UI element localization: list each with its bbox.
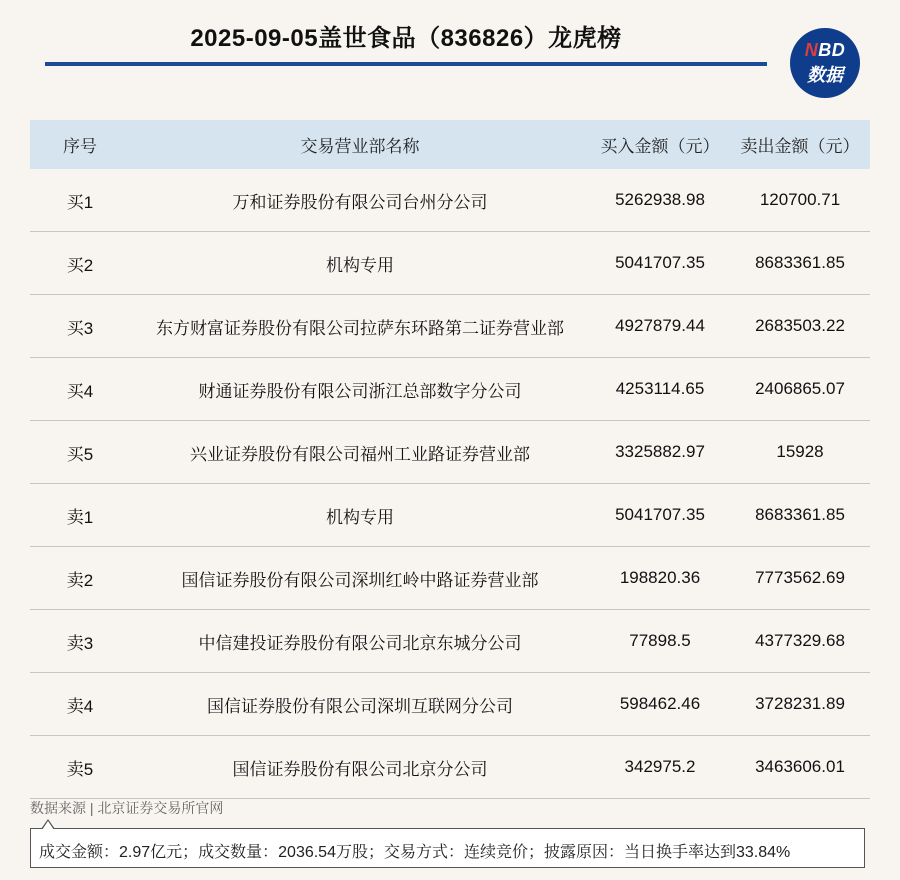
row-index: 买2 — [30, 232, 130, 295]
row-branch-name: 机构专用 — [130, 232, 590, 295]
summary-caret-fill — [42, 821, 54, 830]
row-branch-name: 东方财富证券股份有限公司拉萨东环路第二证券营业部 — [130, 295, 590, 358]
row-buy-amount: 3325882.97 — [590, 421, 730, 484]
table-row — [30, 610, 870, 673]
page-title: 2025-09-05盖世食品（836826）龙虎榜 — [190, 25, 622, 52]
row-buy-amount: 342975.2 — [590, 736, 730, 799]
row-sell-amount: 8683361.85 — [730, 232, 870, 295]
header-branch-name: 交易营业部名称 — [130, 120, 590, 169]
table-row — [30, 232, 870, 295]
logo-line1 — [790, 40, 860, 61]
row-buy-amount: 5041707.35 — [590, 232, 730, 295]
row-sell-amount: 15928 — [730, 421, 870, 484]
title-underline — [45, 62, 767, 66]
row-sell-amount: 3728231.89 — [730, 673, 870, 736]
row-sell-amount: 3463606.01 — [730, 736, 870, 799]
row-buy-amount: 598462.46 — [590, 673, 730, 736]
table-row — [30, 547, 870, 610]
row-sell-amount: 4377329.68 — [730, 610, 870, 673]
row-sell-amount: 2406865.07 — [730, 358, 870, 421]
row-sell-amount: 2683503.22 — [730, 295, 870, 358]
data-source: 数据来源 | 北京证券交易所官网 — [30, 800, 224, 816]
logo-letters: BD — [818, 40, 846, 60]
row-buy-amount: 5262938.98 — [590, 169, 730, 232]
table-row — [30, 484, 870, 547]
row-branch-name: 中信建投证券股份有限公司北京东城分公司 — [130, 610, 590, 673]
table-row — [30, 295, 870, 358]
table-row — [30, 421, 870, 484]
row-sell-amount: 7773562.69 — [730, 547, 870, 610]
row-index: 买4 — [30, 358, 130, 421]
row-branch-name: 兴业证券股份有限公司福州工业路证券营业部 — [130, 421, 590, 484]
row-buy-amount: 198820.36 — [590, 547, 730, 610]
row-branch-name: 万和证券股份有限公司台州分公司 — [130, 169, 590, 232]
table-row — [30, 358, 870, 421]
table-row — [30, 673, 870, 736]
row-buy-amount: 5041707.35 — [590, 484, 730, 547]
row-index: 买5 — [30, 421, 130, 484]
row-index: 卖5 — [30, 736, 130, 799]
header-index: 序号 — [30, 120, 130, 169]
summary-text: 成交金额：2.97亿元；成交数量：2036.54万股；交易方式：连续竞价；披露原因：当日换手率达到33.84% — [39, 844, 791, 861]
row-branch-name: 财通证券股份有限公司浙江总部数字分公司 — [130, 358, 590, 421]
row-buy-amount: 4253114.65 — [590, 358, 730, 421]
row-index: 卖2 — [30, 547, 130, 610]
row-index: 卖1 — [30, 484, 130, 547]
summary-box — [30, 828, 865, 868]
logo-accent-letter: N — [804, 40, 819, 60]
table-row — [30, 736, 870, 799]
row-index: 买3 — [30, 295, 130, 358]
row-branch-name: 国信证券股份有限公司深圳红岭中路证券营业部 — [130, 547, 590, 610]
row-branch-name: 国信证券股份有限公司深圳互联网分公司 — [130, 673, 590, 736]
nbd-logo — [790, 28, 860, 98]
row-sell-amount: 120700.71 — [730, 169, 870, 232]
table-row — [30, 169, 870, 232]
table-body — [30, 169, 870, 799]
row-sell-amount: 8683361.85 — [730, 484, 870, 547]
row-branch-name: 国信证券股份有限公司北京分公司 — [130, 736, 590, 799]
row-index: 卖4 — [30, 673, 130, 736]
header-buy-amount: 买入金额（元） — [590, 120, 730, 169]
table-header-row — [30, 120, 870, 169]
header-sell-amount: 卖出金额（元） — [730, 120, 870, 169]
row-buy-amount: 77898.5 — [590, 610, 730, 673]
row-index: 卖3 — [30, 610, 130, 673]
logo-line2: 数据 — [807, 65, 843, 85]
row-buy-amount: 4927879.44 — [590, 295, 730, 358]
row-index: 买1 — [30, 169, 130, 232]
row-branch-name: 机构专用 — [130, 484, 590, 547]
dragon-tiger-table — [30, 120, 870, 799]
